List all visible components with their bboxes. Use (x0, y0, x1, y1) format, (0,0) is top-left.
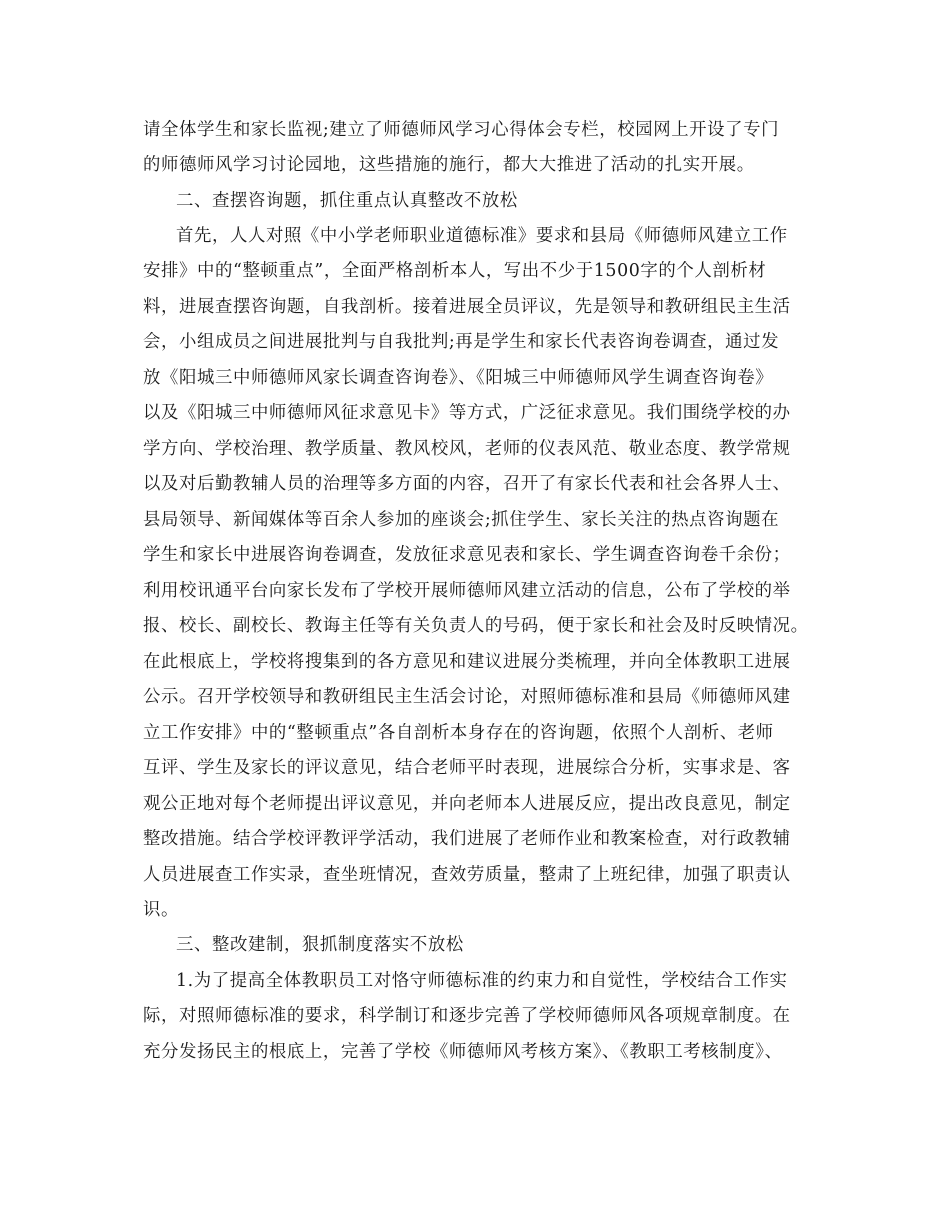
paragraph-line: 观公正地对每个老师提出评议意见，并向老师本人进展反应，提出改良意见，制定 (143, 794, 791, 814)
paragraph-line: 识。 (143, 900, 179, 920)
paragraph-line: 1.为了提高全体教职员工对恪守师德标准的约束力和自觉性，学校结合工作实 (176, 971, 788, 991)
paragraph-line: 县局领导、新闻媒体等百余人参加的座谈会;抓住学生、家长关注的热点咨询题在 (143, 510, 780, 530)
paragraph-line: 学方向、学校治理、教学质量、教风校风，老师的仪表风范、敬业态度、教学常规 (143, 439, 791, 459)
paragraph-line: 整改措施。结合学校评教评学活动，我们进展了老师作业和教案检查，对行政教辅 (143, 829, 791, 849)
paragraph-line: 报、校长、副校长、教诲主任等有关负责人的号码，便于家长和社会及时反映情况。 (143, 616, 809, 636)
paragraph-line: 际，对照师德标准的要求，科学制订和逐步完善了学校师德师风各项规章制度。在 (143, 1006, 791, 1026)
paragraph-line: 安排》中的“整顿重点”，全面严格剖析本人，写出不少于1500字的个人剖析材 (143, 261, 767, 281)
paragraph-line: 学生和家长中进展咨询卷调查，发放征求意见表和家长、学生调查咨询卷千余份； (143, 545, 791, 565)
paragraph-line: 立工作安排》中的“整顿重点”各自剖析本身存在的咨询题，依照个人剖析、老师 (143, 723, 774, 743)
paragraph-line: 人员进展查工作实录，查坐班情况，查效劳质量，整肃了上班纪律，加强了职责认 (143, 865, 791, 885)
paragraph-line: 利用校讯通平台向家长发布了学校开展师德师风建立活动的信息，公布了学校的举 (143, 581, 791, 601)
section-heading: 二、查摆咨询题，抓住重点认真整改不放松 (176, 191, 518, 211)
paragraph-line: 在此根底上，学校将搜集到的各方意见和建议进展分类梳理，并向全体教职工进展 (143, 652, 791, 672)
paragraph-line: 以及对后勤教辅人员的治理等多方面的内容，召开了有家长代表和社会各界人士、 (143, 474, 791, 494)
paragraph-line: 料，进展查摆咨询题，自我剖析。接着进展全员评议，先是领导和教研组民主生活 (143, 297, 791, 317)
paragraph-line: 的师德师风学习讨论园地，这些措施的施行，都大大推进了活动的扎实开展。 (143, 155, 755, 175)
paragraph-line: 公示。召开学校领导和教研组民主生活会讨论，对照师德标准和县局《师德师风建 (143, 687, 791, 707)
section-heading: 三、整改建制，狠抓制度落实不放松 (176, 935, 464, 955)
paragraph-line: 以及《阳城三中师德师风征求意见卡》等方式，广泛征求意见。我们围绕学校的办 (143, 403, 791, 423)
paragraph-line: 请全体学生和家长监视;建立了师德师风学习心得体会专栏，校园网上开设了专门 (143, 120, 780, 140)
paragraph-line: 互评、学生及家长的评议意见，结合老师平时表现，进展综合分析，实事求是、客 (143, 758, 791, 778)
paragraph-line: 会，小组成员之间进展批判与自我批判;再是学生和家长代表咨询卷调查，通过发 (143, 332, 780, 352)
paragraph-line: 充分发扬民主的根底上，完善了学校《师德师风考核方案》、《教职工考核制度》、 (143, 1042, 783, 1062)
paragraph-line: 放《阳城三中师德师风家长调查咨询卷》、《阳城三中师德师风学生调查咨询卷》 (143, 368, 774, 388)
paragraph-line: 首先，人人对照《中小学老师职业道德标准》要求和县局《师德师风建立工作 (176, 226, 788, 246)
